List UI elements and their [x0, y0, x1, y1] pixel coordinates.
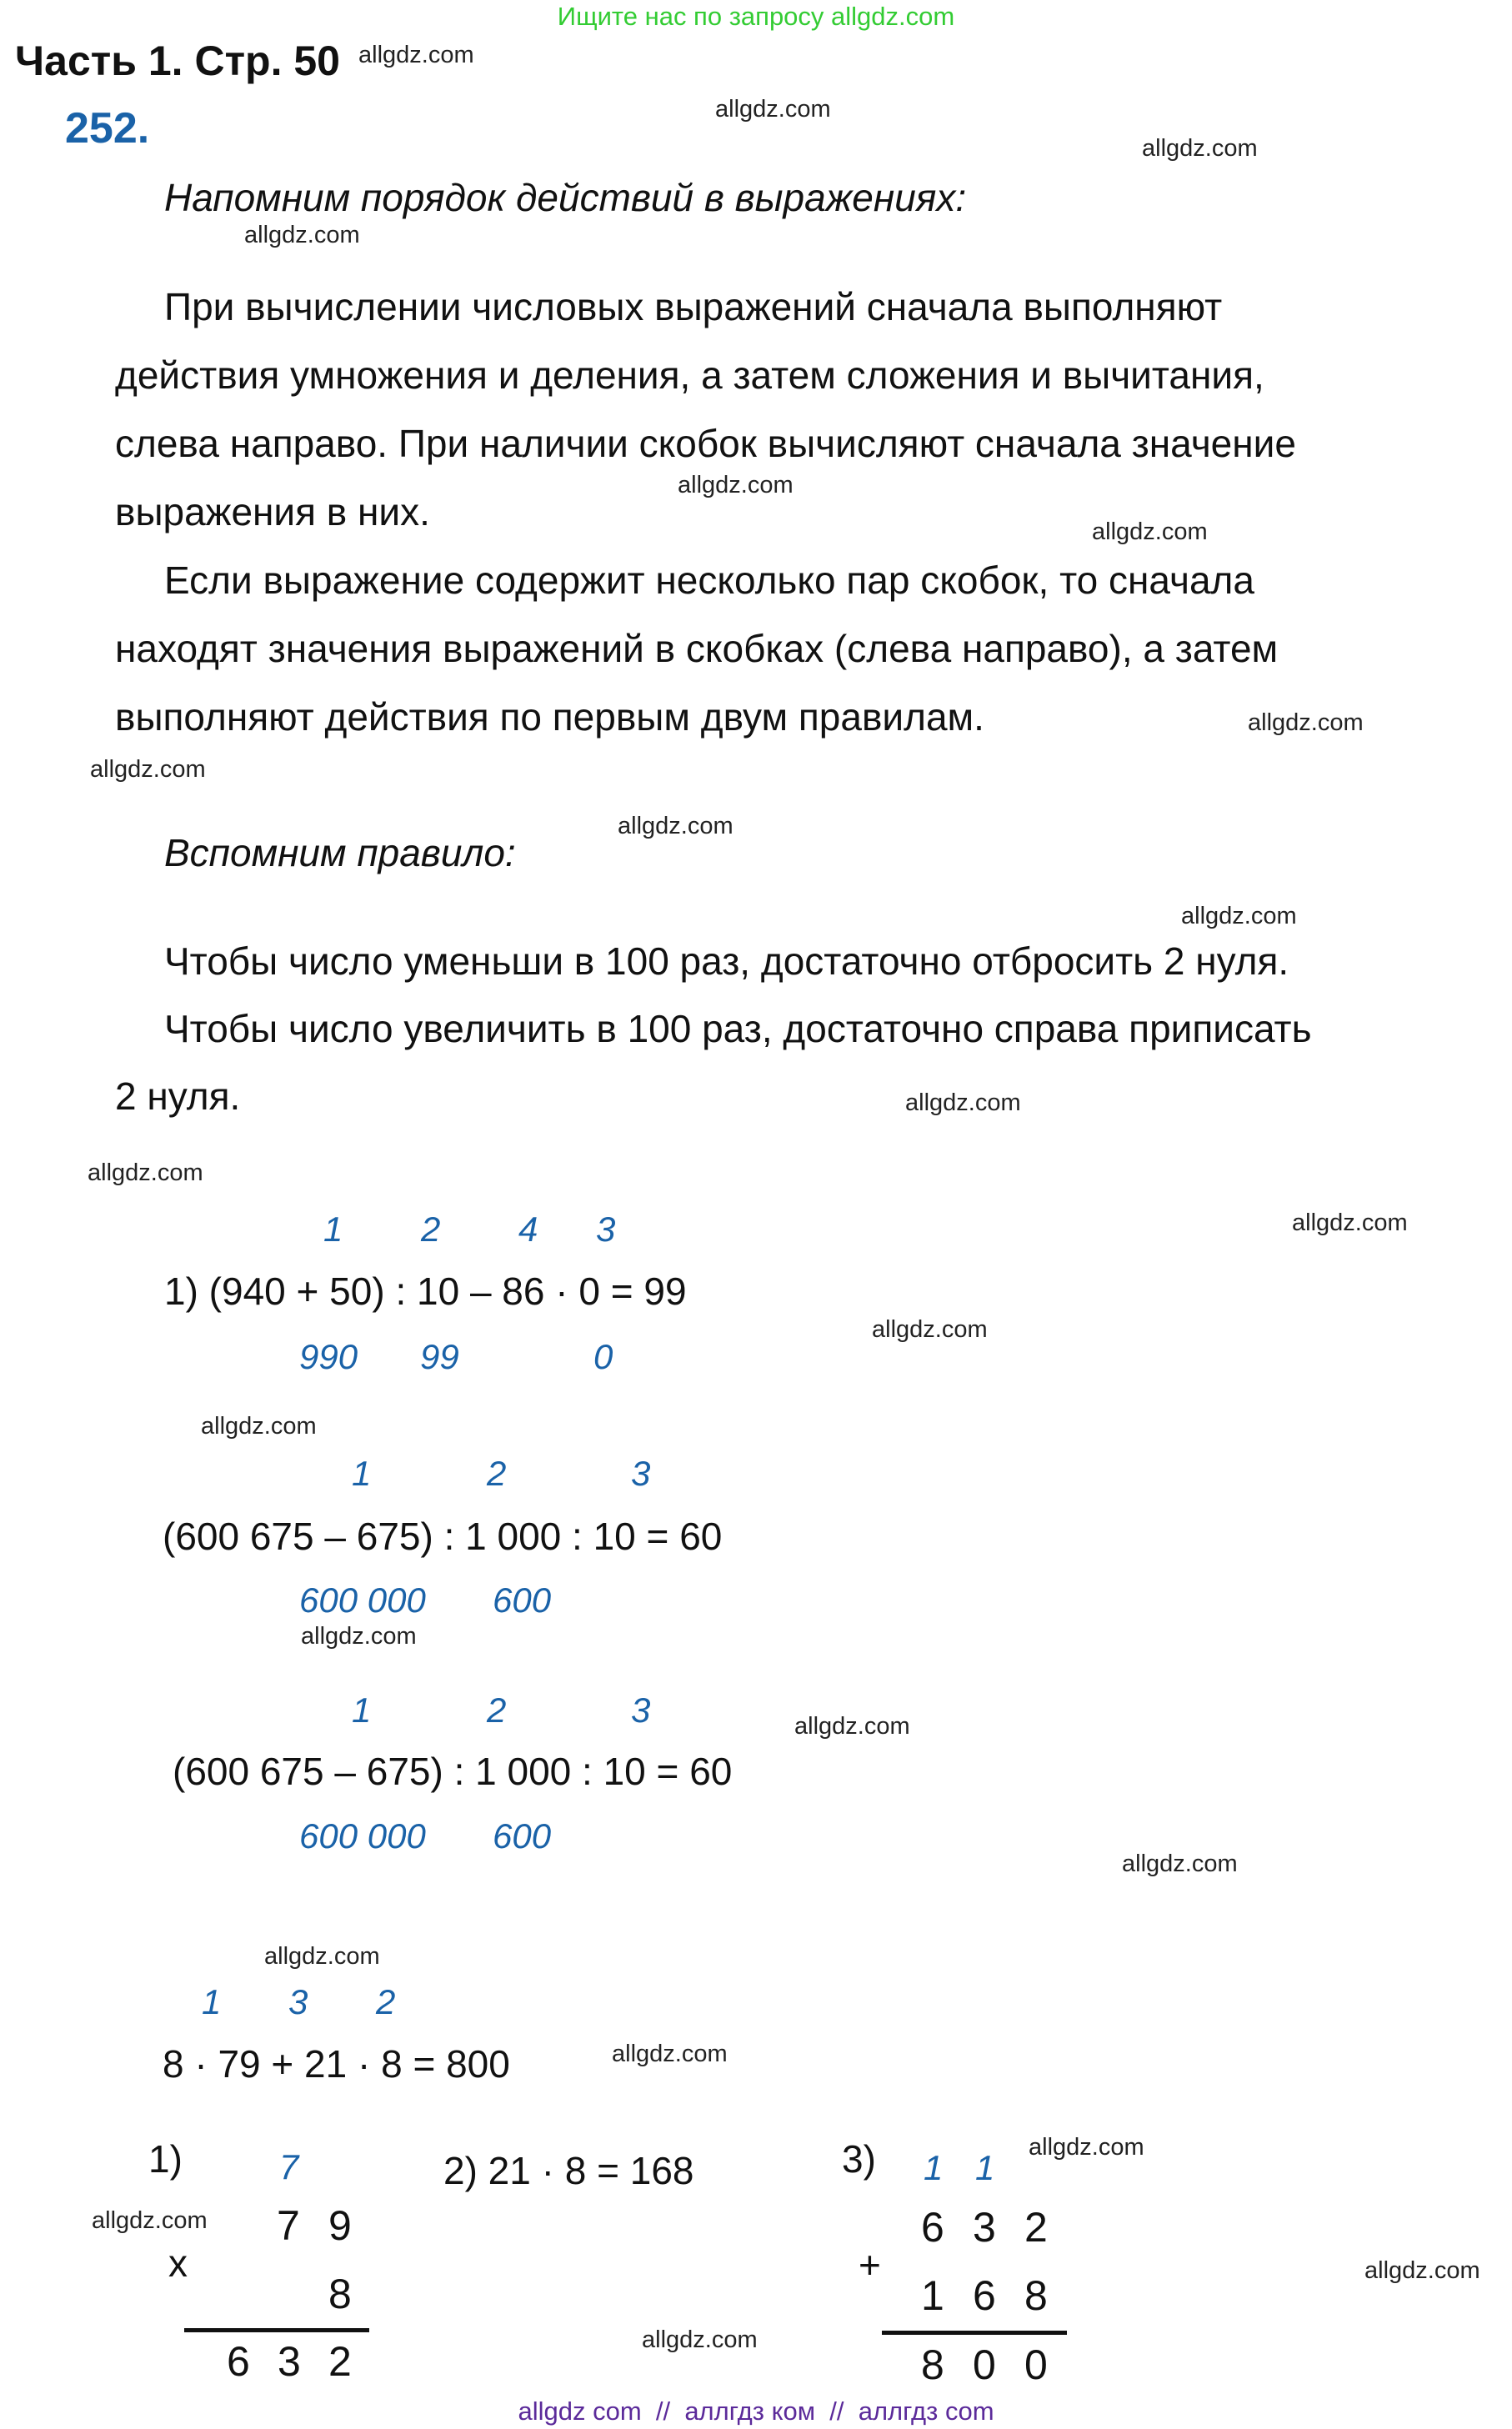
promo-banner[interactable]: Ищите нас по запросу allgdz.com	[557, 2, 955, 31]
order-number: 3	[596, 1209, 616, 1249]
plus-sign: +	[859, 2243, 881, 2286]
intermediate-result: 600	[493, 1580, 552, 1620]
watermark: allgdz.com	[1092, 518, 1208, 545]
multiply-sign: x	[168, 2241, 188, 2285]
digit: 6	[227, 2338, 250, 2385]
watermark: allgdz.com	[618, 813, 733, 839]
watermark: allgdz.com	[715, 96, 831, 123]
digit: 3	[278, 2338, 301, 2385]
order-number: 1	[352, 1454, 372, 1493]
watermark: allgdz.com	[92, 2207, 208, 2234]
digit: 0	[973, 2341, 996, 2388]
digit: 8	[328, 2271, 352, 2317]
rule-line: 2 нуля.	[115, 1074, 241, 1118]
rule-line: слева направо. При наличии скобок вычисляют сначала значение	[115, 422, 1296, 465]
watermark: allgdz.com	[678, 472, 794, 498]
watermark: allgdz.com	[88, 1159, 203, 1186]
expression: (600 675 – 675) : 1 000 : 10 = 60	[173, 1750, 733, 1793]
watermark: allgdz.com	[1292, 1209, 1408, 1236]
intermediate-result: 0	[593, 1337, 613, 1376]
watermark: allgdz.com	[264, 1943, 380, 1970]
digit: 8	[1024, 2272, 1048, 2319]
order-number: 4	[518, 1209, 538, 1249]
divider-line	[184, 2328, 369, 2332]
watermark: allgdz.com	[1364, 2257, 1480, 2284]
rule-line: Чтобы число уменьши в 100 раз, достаточно отбросить 2 нуля.	[164, 939, 1289, 983]
digit: 6	[921, 2204, 944, 2251]
order-number: 3	[631, 1690, 651, 1730]
order-number: 2	[421, 1209, 441, 1249]
watermark: allgdz.com	[358, 42, 474, 68]
order-number: 2	[376, 1982, 396, 2021]
rule-line: выражения в них.	[115, 490, 430, 533]
order-number: 2	[487, 1454, 507, 1493]
watermark: allgdz.com	[642, 2326, 758, 2353]
watermark: allgdz.com	[201, 1413, 317, 1440]
expression: 1) (940 + 50) : 10 – 86 · 0 = 99	[164, 1270, 687, 1313]
intermediate-result: 600 000	[299, 1580, 426, 1620]
watermark: allgdz.com	[794, 1713, 910, 1740]
intermediate-result: 600	[493, 1816, 552, 1856]
rule-line: выполняют действия по первым двум правилам.	[115, 695, 984, 739]
rule-line: Если выражение содержит несколько пар скобок, то сначала	[164, 558, 1254, 602]
digit: 3	[973, 2204, 996, 2251]
watermark: allgdz.com	[872, 1316, 988, 1343]
watermark: allgdz.com	[1181, 903, 1297, 929]
watermark: allgdz.com	[905, 1089, 1021, 1116]
expression: (600 675 – 675) : 1 000 : 10 = 60	[163, 1515, 723, 1558]
digit: 2	[1024, 2204, 1048, 2251]
digit: 9	[328, 2202, 352, 2249]
page-title: Часть 1. Стр. 50	[15, 38, 340, 84]
divider-line	[882, 2331, 1067, 2335]
carry-digit: 1	[924, 2148, 944, 2187]
intermediate-result: 990	[299, 1337, 358, 1376]
order-number: 3	[631, 1454, 651, 1493]
task-number: 252.	[65, 104, 150, 153]
intermediate-result: 600 000	[299, 1816, 426, 1856]
watermark: allgdz.com	[244, 222, 360, 248]
watermark: allgdz.com	[1029, 2134, 1144, 2161]
order-number: 1	[202, 1982, 222, 2021]
watermark: allgdz.com	[90, 756, 206, 783]
step-2: 2) 21 · 8 = 168	[443, 2149, 694, 2192]
rule-line: находят значения выражений в скобках (слева направо), а затем	[115, 627, 1279, 670]
digit: 2	[328, 2338, 352, 2385]
order-number: 1	[323, 1209, 343, 1249]
digit: 7	[277, 2202, 300, 2249]
watermark: allgdz.com	[301, 1623, 417, 1650]
order-number: 1	[352, 1690, 372, 1730]
digit: 1	[921, 2272, 944, 2319]
rule-line: При вычислении числовых выражений сначала выполняют	[164, 285, 1223, 328]
rule-heading-2: Вспомним правило:	[164, 831, 516, 874]
rule-line: действия умножения и деления, а затем сложения и вычитания,	[115, 353, 1264, 397]
footer-links[interactable]: allgdz com // аллгдз ком // аллгдз com	[518, 2396, 994, 2426]
digit: 0	[1024, 2341, 1048, 2388]
rules-heading: Напомним порядок действий в выражениях:	[164, 176, 967, 219]
watermark: allgdz.com	[1142, 135, 1258, 162]
step-label: 3)	[842, 2137, 876, 2181]
step-label: 1)	[148, 2137, 183, 2181]
watermark: allgdz.com	[1248, 709, 1364, 736]
digit: 6	[973, 2272, 996, 2319]
intermediate-result: 99	[420, 1337, 459, 1376]
watermark: allgdz.com	[1122, 1851, 1238, 1877]
carry-digit: 1	[975, 2148, 995, 2187]
order-number: 2	[487, 1690, 507, 1730]
carry-digit: 7	[279, 2147, 299, 2186]
rule-line: Чтобы число увеличить в 100 раз, достаточно справа приписать	[164, 1007, 1312, 1050]
watermark: allgdz.com	[612, 2041, 728, 2067]
order-number: 3	[288, 1982, 308, 2021]
digit: 8	[921, 2341, 944, 2388]
expression: 8 · 79 + 21 · 8 = 800	[163, 2042, 510, 2086]
